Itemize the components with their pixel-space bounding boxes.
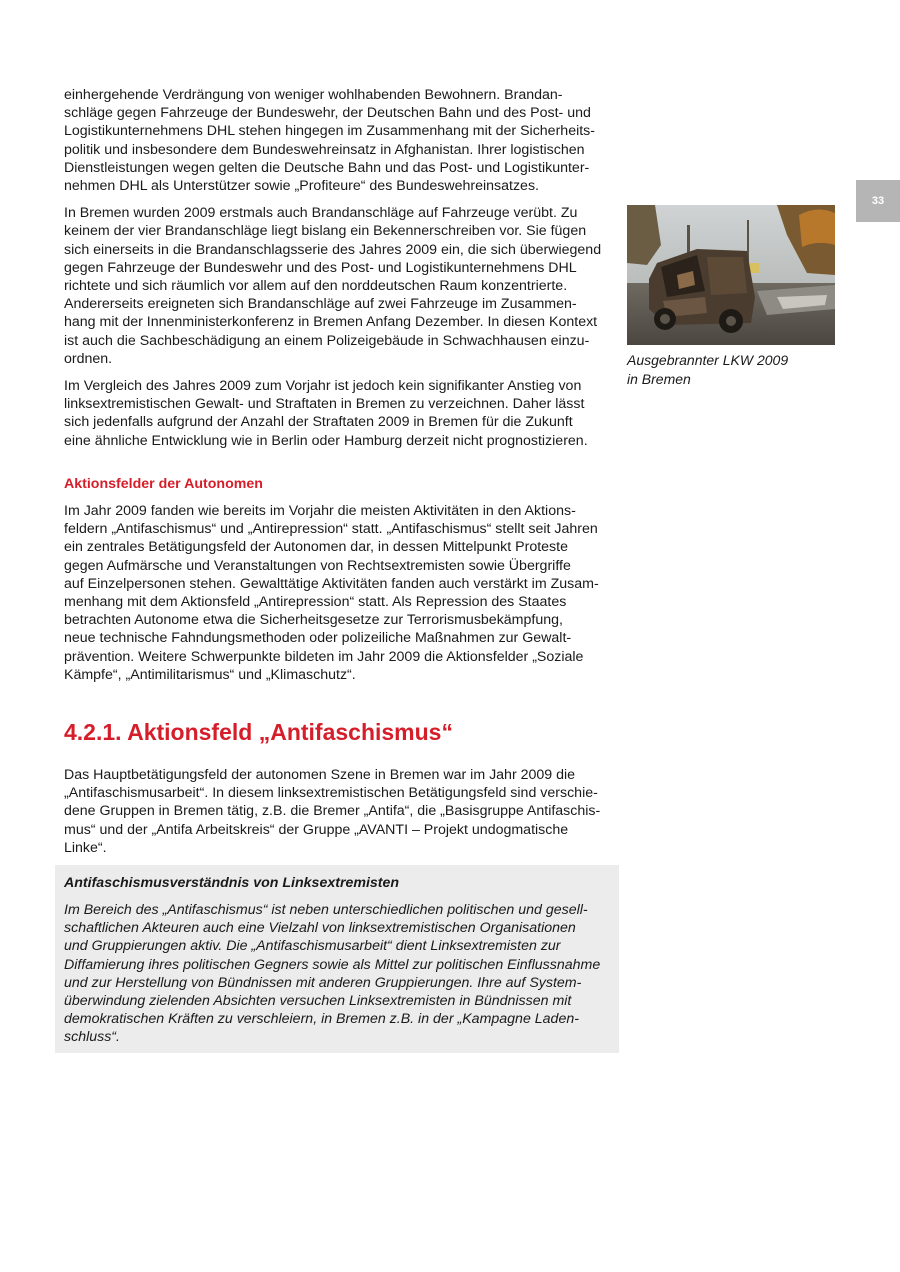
section-paragraph: Im Jahr 2009 fanden wie bereits im Vorjahr die meisten Aktivitäten in den Aktions- feldern „Antifaschismus“ und „Antirepression“ statt. „Antifaschismus“ stellt seit Jahren ein zentrales Betätigungsfeld der Autonomen dar, in dessen Mittelpunkt Proteste gegen Aufmärsche und Veranstaltungen von Rechtsextremisten sowie Übergriffe auf Einzelpersonen stehen. Gewalttätige Aktivitäten fanden auch verstärkt im Zusam- menhang mit dem Aktionsfeld „Antirepression“ statt. Als Repression des Staates betrachten Autonome etwa die Sicherheitsgesetze zur Terrorismusbekämpfung, neue technische Fahndungsmethoden oder polizeiliche Maßnahmen zur Gewalt- prävention. Weitere Schwerpunkte bildeten im Jahr 2009 die Aktionsfelder „Soziale Kämpfe“, „Antimilitarismus“ und „Klimaschutz“. bbox=[64, 503, 599, 683]
burned-truck-photo bbox=[627, 205, 835, 345]
page-number-tab bbox=[856, 180, 900, 222]
chapter-heading: 4.2.1. Aktionsfeld „Antifaschismus“ bbox=[64, 719, 453, 745]
page-number: 33 bbox=[871, 195, 885, 207]
chapter-paragraph: Das Hauptbetätigungsfeld der autonomen Szene in Bremen war im Jahr 2009 die „Antifaschismusarbeit“. In diesem linksextremistischen Betätigungsfeld sind verschie- dene Gruppen in Bremen tätig, z.B. die Bremer „Antifa“, die „Basisgruppe Antifaschis- mus“ und der „Antifa Arbeitskreis“ der Gruppe „AVANTI – Projekt undogmatische Linke“. bbox=[64, 767, 601, 856]
section-heading: Aktionsfelder der Autonomen bbox=[64, 476, 263, 492]
paragraph: Im Vergleich des Jahres 2009 zum Vorjahr ist jedoch kein signifikanter Anstieg von linksextremistischen Gewalt- und Straftaten in Bremen zu verzeichnen. Daher lässt sich jedenfalls aufgrund der Anzahl der Straftaten 2009 in Bremen für die Zukunft eine ähnliche Entwicklung wie in Berlin oder Hamburg derzeit nicht prognostizieren. bbox=[64, 378, 588, 449]
info-box-title: Antifaschismusverständnis von Linksextremisten bbox=[64, 875, 400, 891]
photo-caption: Ausgebrannter LKW 2009 in Bremen bbox=[627, 352, 789, 387]
info-box bbox=[55, 865, 619, 1053]
paragraph: In Bremen wurden 2009 erstmals auch Brandanschläge auf Fahrzeuge verübt. Zu keinem der vier Brandanschläge liegt bislang ein Bekennerschreiben vor. Sie fügen sich einerseits in die Brandanschlagsserie des Jahres 2009 ein, die sich überwiegend gegen Fahrzeuge der Bundeswehr und des Post- und Logistikunternehmens DHL richtete und sich räumlich vor allem auf den norddeutschen Raum konzentrierte. Andererseits ereigneten sich Brandanschläge auf zwei Fahrzeuge im Zusammen- hang mit der Innenministerkonferenz in Bremen Anfang Dezember. In diesen Kontext ist auch die Sachbeschädigung an einem Polizeigebäude in Schwachhausen einzu- ordnen. bbox=[64, 205, 602, 367]
main-text-column bbox=[64, 86, 616, 450]
paragraph: einhergehende Verdrängung von weniger wohlhabenden Bewohnern. Brandan- schläge gegen Fahrzeuge der Bundeswehr, der Deutschen Bahn und des Post- und Logistikunternehmens DHL stehen hingegen im Zusammenhang mit der Sicherheits- politik und insbesondere dem Bundeswehreinsatz in Afghanistan. Ihrer logistischen Dienstleistungen wegen gelten die Deutsche Bahn und das Post- und Logistikunter- nehmen DHL als Unterstützer sowie „Profiteure“ des Bundeswehreinsatzes. bbox=[64, 87, 595, 195]
info-box-body: Im Bereich des „Antifaschismus“ ist neben unterschiedlichen politischen und gesell- schaftlichen Akteuren auch eine Vielzahl von linksextremistischen Organisationen und Gruppierungen aktiv. Die „Antifaschismusarbeit“ dient Linksextremisten zur Diffamierung ihres politischen Gegners sowie als Mittel zur politischen Einflussnahme und zur Herstellung von Bündnissen mit anderen Gruppierungen. Ihre auf System- überwindung zielenden Absichten versuchen Linksextremisten in Bündnissen mit demokratischen Kräften zu verschleiern, in Bremen z.B. in der „Kampagne Laden- schluss“. bbox=[64, 902, 601, 1046]
